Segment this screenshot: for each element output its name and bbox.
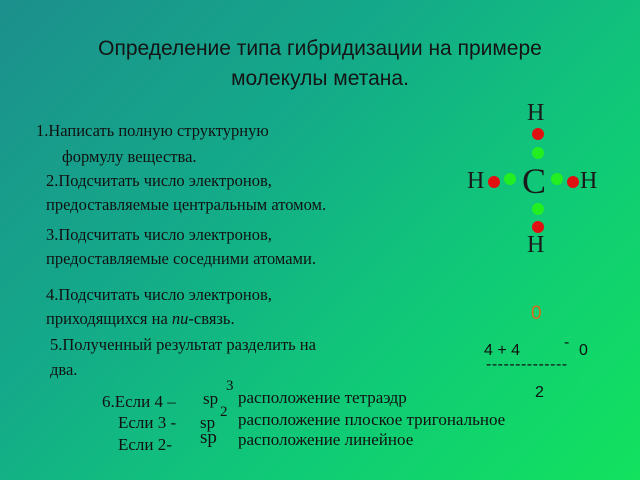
step-2-line-1: 2.Подсчитать число электронов,	[46, 171, 272, 190]
step-5-line-2: два.	[50, 360, 78, 379]
hyb-row-3-sp: sp	[200, 427, 217, 448]
slide-title	[40, 34, 600, 94]
electron-dot-right-green	[551, 173, 563, 185]
step-4-pi: пи	[171, 309, 189, 328]
calc-divider: --------------	[486, 356, 568, 373]
hyb-row-1-sp: sp	[203, 389, 219, 408]
title-line-1: Определение типа гибридизации на примере	[98, 37, 542, 60]
step-4-line-2	[46, 307, 235, 330]
calc-minus: -	[564, 334, 570, 351]
pi-electron-count: 0	[531, 303, 542, 324]
calc-last: 0	[579, 342, 588, 359]
step-4-prefix: приходящихся на	[46, 309, 172, 328]
step-3-line-1: 3.Подсчитать число электронов,	[46, 225, 272, 244]
step-1-line-2: формулу вещества.	[62, 147, 197, 166]
electron-dot-bottom-green	[532, 203, 544, 215]
electron-dot-left-red	[488, 176, 500, 188]
hyb-row-2-text: расположение плоское тригональное	[238, 410, 506, 429]
title-line-2: молекулы метана.	[231, 67, 409, 90]
step-5-line-1: 5.Полученный результат разделить на	[50, 335, 316, 354]
step-4-line-1: 4.Подсчитать число электронов,	[46, 285, 272, 304]
atom-h-top: H	[527, 100, 545, 126]
hyb-row-2-sp: sp	[200, 413, 216, 432]
atom-c-center: C	[522, 161, 547, 201]
hyb-row-1-exp: 3	[226, 378, 234, 394]
atom-h-right: H	[580, 168, 598, 194]
electron-dot-right-red	[567, 176, 579, 188]
atom-h-bottom: H	[527, 232, 545, 258]
hyb-row-2-exp: 2	[220, 404, 228, 420]
hyb-row-1-text: расположение тетраэдр	[238, 388, 407, 407]
electron-dot-top-green	[532, 147, 544, 159]
electron-dot-top-red	[532, 128, 544, 140]
electron-dot-left-green	[504, 173, 516, 185]
hyb-row-3-text: расположение линейное	[238, 430, 414, 449]
hyb-row-2-prefix: Если 3 -	[118, 413, 177, 432]
step-3-line-2: предоставляемые соседними атомами.	[46, 249, 316, 268]
step-1-line-1: 1.Написать полную структурную	[36, 121, 269, 140]
calc-denominator: 2	[535, 384, 544, 401]
step-4-suffix: -связь.	[188, 309, 235, 328]
hyb-row-1-prefix: 6.Если 4 –	[102, 392, 176, 411]
hyb-row-3-prefix: Если 2-	[118, 435, 172, 454]
calc-expression: 4 + 4	[484, 342, 521, 359]
atom-h-left: H	[467, 168, 485, 194]
step-2-line-2: предоставляемые центральным атомом.	[46, 195, 327, 214]
